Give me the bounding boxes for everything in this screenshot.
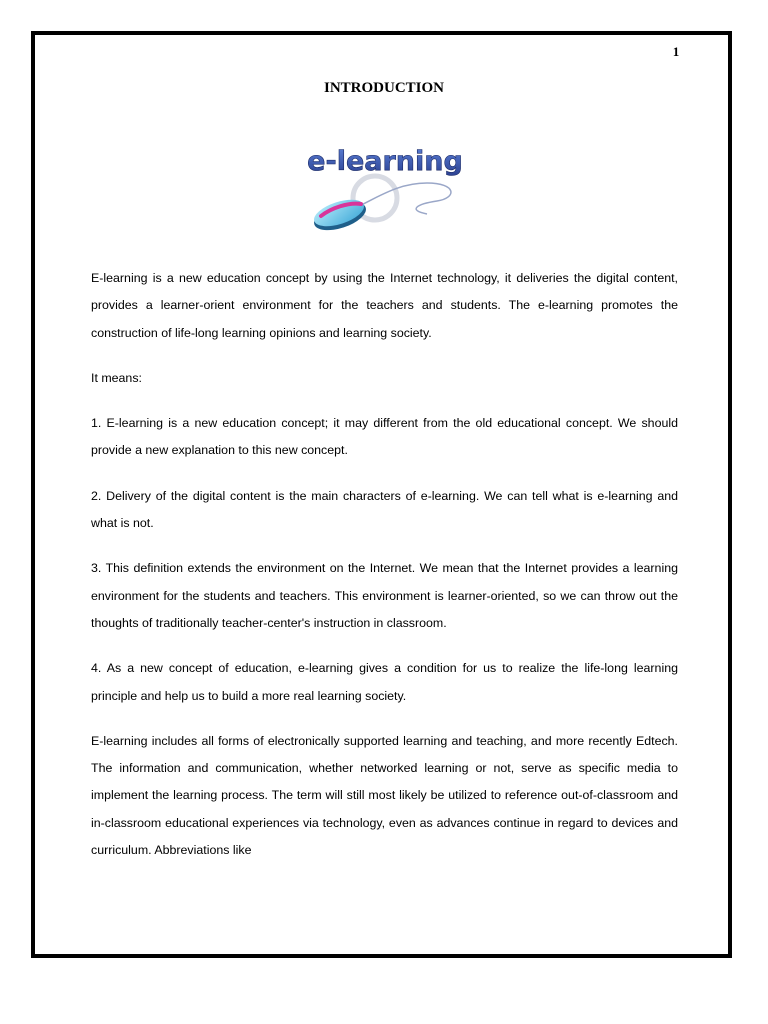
e-learning-logo	[297, 138, 472, 243]
mouse-cable	[355, 183, 451, 214]
logo-word: e-learning	[307, 146, 463, 177]
paragraph: 1. E-learning is a new education concept; it may different from the old educational concept. We should provide a new explanation to this new concept.	[91, 416, 678, 458]
paragraph: E-learning includes all forms of electronically supported learning and teaching, and more recently Edtech. The information and communication, whether networked learning or not, serve as specific media to implement the learning process. The term will still most likely be utilized to reference out-of-classroom and in-classroom educational experiences via technology, even as advances continue in regard to devices and curriculum. Abbreviations like	[91, 733, 678, 858]
page-title: INTRODUCTION	[323, 80, 444, 96]
paragraph: 3. This definition extends the environment on the Internet. We mean that the Internet provides a learning environment for the students and teachers. This environment is learner-oriented, so we can throw out the thoughts of traditionally teacher-center's instruction in classroom.	[91, 561, 678, 630]
paragraph: E-learning is a new education concept by using the Internet technology, it deliveries the digital content, provides a learner-orient environment for the teachers and students. The e-learning promotes the construction of life-long learning opinions and learning society.	[91, 271, 678, 340]
page-number: 1	[672, 44, 680, 59]
paragraph: 2. Delivery of the digital content is the main characters of e-learning. We can tell what is e-learning and what is not.	[91, 488, 678, 531]
e-learning-logo-graphic	[297, 138, 472, 243]
body-text	[91, 265, 678, 882]
paragraph: It means:	[91, 370, 142, 385]
computer-mouse-icon	[311, 195, 370, 236]
paragraph: 4. As a new concept of education, e-learning gives a condition for us to realize the life-long learning principle and help us to build a more real learning society.	[91, 661, 678, 703]
